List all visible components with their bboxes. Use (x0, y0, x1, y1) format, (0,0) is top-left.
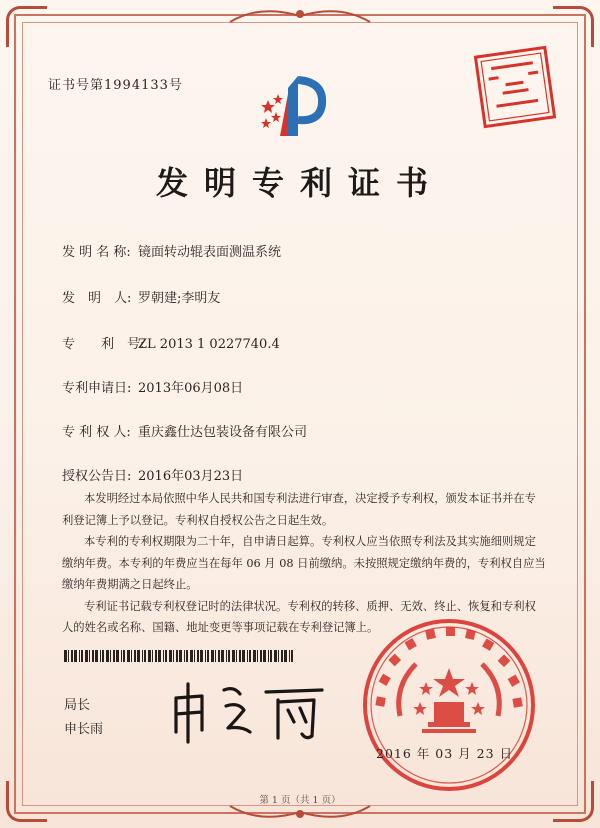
certificate-title: 发明专利证书 (155, 164, 444, 202)
director-name: 申长雨 (64, 722, 104, 737)
field-inventors (62, 287, 220, 306)
agency-seal-stamp (472, 44, 558, 130)
corner-ornament (6, 6, 47, 47)
patent-office-logo-icon (258, 70, 330, 142)
field-value: 重庆鑫仕达包装设备有限公司 (138, 425, 308, 440)
field-label: 专 利 号: (62, 337, 145, 352)
field-patentee (62, 421, 307, 440)
seal-date: 2016 年 03 月 23 日 (376, 746, 513, 761)
field-value: 2016年03月23日 (138, 469, 244, 484)
field-label: 发 明 人: (62, 291, 132, 306)
field-label: 专 利 权 人: (62, 425, 131, 440)
director-title: 局长 (64, 698, 91, 713)
body-paragraph: 本发明经过本局依照中华人民共和国专利法进行审查，决定授予专利权，颁发本证书并在专利登记簿上予以登记。专利权自授权公告之日起生效。 (62, 492, 536, 527)
state-ip-office-seal (360, 616, 538, 794)
top-flourish-ornament (220, 2, 380, 28)
body-paragraph: 本专利的专利权期限为二十年，自申请日起算。专利权人应当依照专利法及其实施细则规定缴纳年费。本专利的年费应当在每年 06 月 08 日前缴纳。未按照规定缴纳年费的，专利权自应当缴纳年费期满之日起终止。 (62, 535, 546, 591)
barcode (64, 650, 294, 662)
field-grant-date (62, 465, 243, 484)
director-signature (162, 676, 332, 746)
certificate-number: 证书号第1994133号 (48, 78, 183, 93)
field-value: 镜面转动辊表面测温系统 (138, 245, 282, 260)
field-patent-number (62, 333, 280, 352)
field-application-date (62, 377, 243, 396)
page-number: 第 1 页（共 1 页） (259, 795, 341, 806)
field-value: 罗朝建;李明友 (138, 291, 221, 306)
field-label: 专利申请日: (62, 381, 132, 396)
field-value: ZL 2013 1 0227740.4 (138, 337, 280, 352)
corner-ornament (553, 6, 594, 47)
field-label: 发 明 名 称: (62, 245, 131, 260)
body-paragraph: 专利证书记载专利权登记时的法律状况。专利权的转移、质押、无效、终止、恢复和专利权人的姓名或名称、国籍、地址变更等事项记载在专利登记簿上。 (62, 599, 536, 634)
field-label: 授权公告日: (62, 469, 132, 484)
field-value: 2013年06月08日 (138, 381, 244, 396)
field-invention-name (62, 241, 281, 260)
